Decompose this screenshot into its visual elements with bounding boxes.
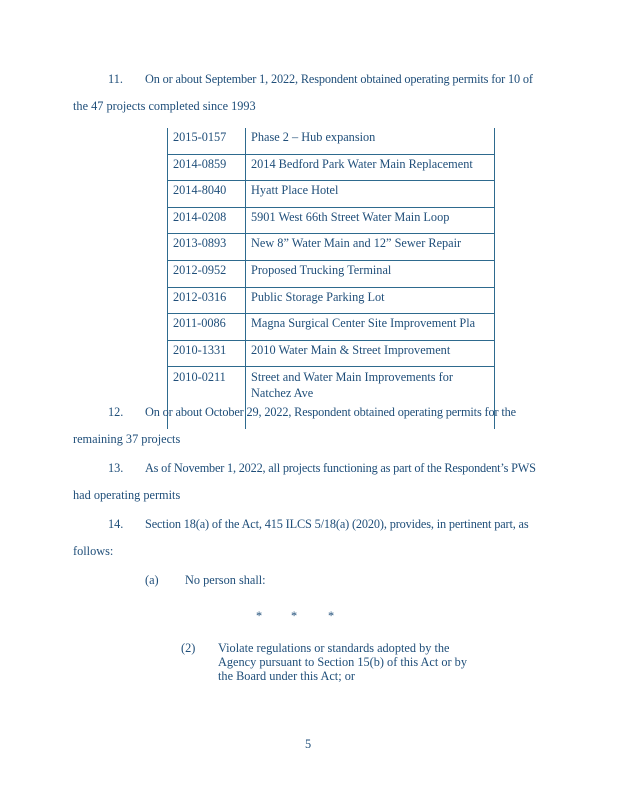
permit-description: 5901 West 66th Street Water Main Loop	[246, 207, 495, 234]
paragraph-11-line-2: the 47 projects completed since 1993	[73, 99, 256, 113]
ellipsis-star: *	[256, 609, 263, 623]
permit-id: 2014-0208	[168, 207, 246, 234]
permit-id: 2010-1331	[168, 340, 246, 367]
table-row	[168, 207, 495, 234]
paragraph-13-number: 13.	[108, 461, 124, 475]
permit-id: 2012-0952	[168, 260, 246, 287]
permit-id: 2015-0157	[168, 128, 246, 154]
subsection-2-line-3: the Board under this Act; or	[218, 669, 355, 683]
subsection-2-line-1: Violate regulations or standards adopted by the	[218, 641, 450, 655]
permit-description: Hyatt Place Hotel	[246, 181, 495, 208]
paragraph-14-line-2: follows:	[73, 544, 114, 558]
paragraph-11-number: 11.	[108, 72, 123, 86]
subsection-2-line-2: Agency pursuant to Section 15(b) of this Act or by	[218, 655, 467, 669]
table-row	[168, 181, 495, 208]
permits-table	[167, 128, 495, 429]
paragraph-14-number: 14.	[108, 517, 124, 531]
subsection-a-label: (a)	[145, 573, 159, 587]
permit-id: 2014-8040	[168, 181, 246, 208]
permit-id: 2013-0893	[168, 234, 246, 261]
paragraph-14-line-1: Section 18(a) of the Act, 415 ILCS 5/18(a) (2020), provides, in pertinent part, as	[145, 517, 529, 531]
paragraph-12-line-1: On or about October 29, 2022, Respondent obtained operating permits for the	[145, 405, 516, 419]
permit-id: 2010-0211	[168, 367, 246, 430]
table-row	[168, 340, 495, 367]
table-row	[168, 128, 495, 154]
permit-description: Street and Water Main Improvements for Natchez Ave	[246, 367, 495, 430]
permit-description: Phase 2 – Hub expansion	[246, 128, 495, 154]
ellipsis-star: *	[328, 609, 335, 623]
permit-id: 2011-0086	[168, 314, 246, 341]
permit-description: Magna Surgical Center Site Improvement Pla	[246, 314, 495, 341]
permit-id: 2014-0859	[168, 154, 246, 181]
permit-description: Proposed Trucking Terminal	[246, 260, 495, 287]
paragraph-11-line-1: On or about September 1, 2022, Respondent obtained operating permits for 10 of	[145, 72, 533, 86]
permit-description: 2010 Water Main & Street Improvement	[246, 340, 495, 367]
permit-description: Public Storage Parking Lot	[246, 287, 495, 314]
table-row	[168, 314, 495, 341]
paragraph-13-line-1: As of November 1, 2022, all projects functioning as part of the Respondent’s PWS	[145, 461, 536, 475]
paragraph-12-line-2: remaining 37 projects	[73, 432, 181, 446]
ellipsis-star: *	[291, 609, 298, 623]
subsection-2-label: (2)	[181, 641, 196, 655]
page-number: 5	[305, 737, 312, 751]
subsection-a-text: No person shall:	[185, 573, 266, 587]
table-row	[168, 260, 495, 287]
paragraph-13-line-2: had operating permits	[73, 488, 181, 502]
table-row	[168, 287, 495, 314]
table-row	[168, 154, 495, 181]
paragraph-12-number: 12.	[108, 405, 124, 419]
permit-description: New 8” Water Main and 12” Sewer Repair	[246, 234, 495, 261]
permit-description: 2014 Bedford Park Water Main Replacement	[246, 154, 495, 181]
table-row	[168, 234, 495, 261]
permit-id: 2012-0316	[168, 287, 246, 314]
